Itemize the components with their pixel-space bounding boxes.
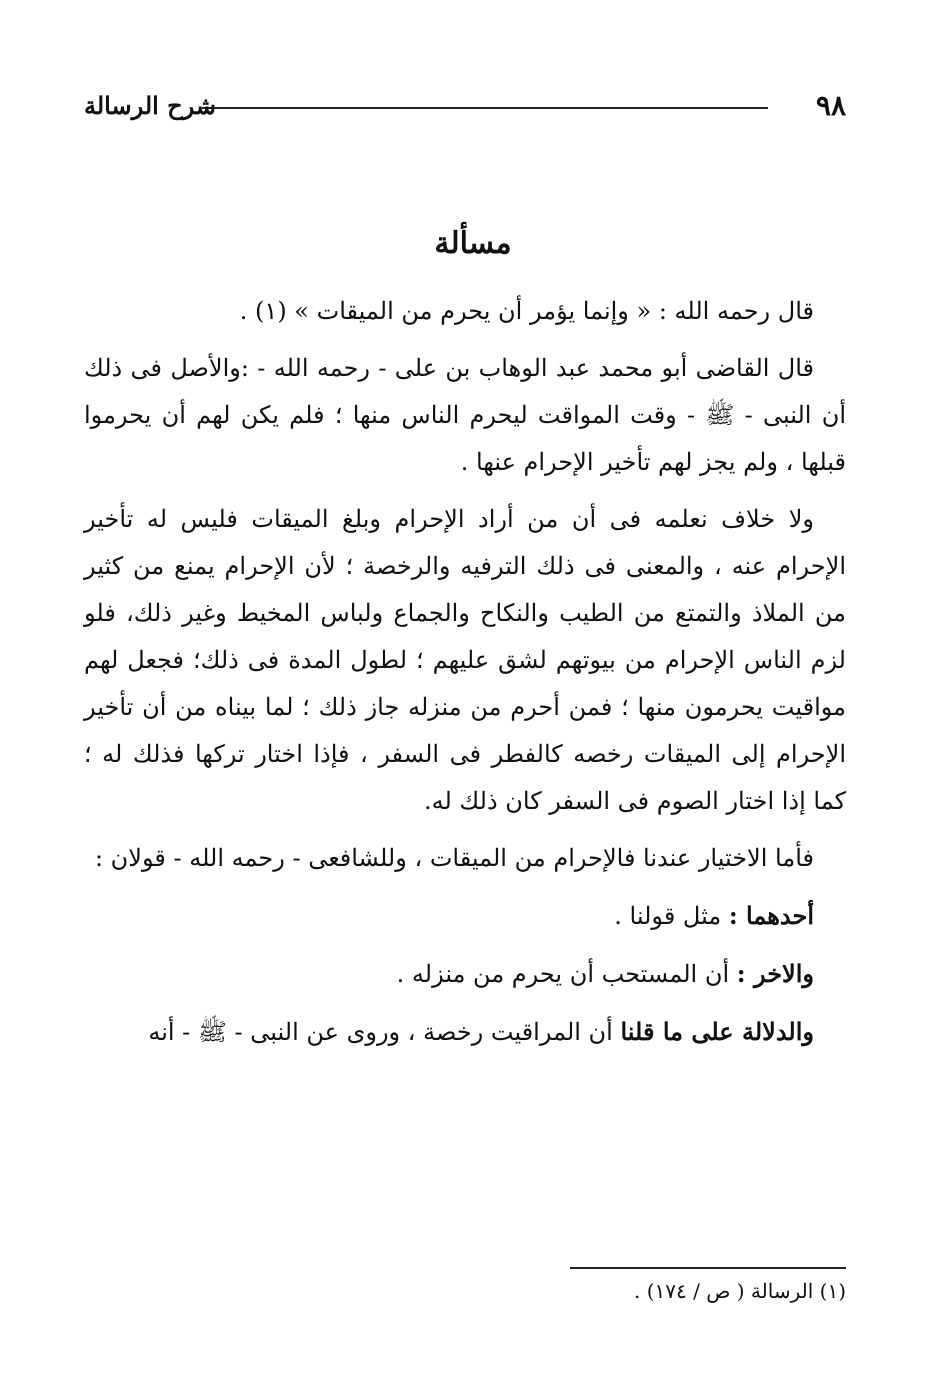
paragraph: قال القاضى أبو محمد عبد الوهاب بن على - رحمه الله - :والأصل فى ذلك أن النبى - ﷺ - وقت المواقت ليحرم الناس منها ؛ فلم يكن لهم أن يحرموا قبلها ، ولم يجز لهم تأخير الإحرام عنها . xyxy=(84,354,846,476)
opinion-label: والدلالة على ما قلنا xyxy=(620,1017,814,1046)
paragraph: فأما الاختيار عندنا فالإحرام من الميقات ، وللشافعى - رحمه الله - قولان : xyxy=(94,844,814,872)
opinion-label: والاخر : xyxy=(736,959,814,988)
paragraph: ولا خلاف نعلمه فى أن من أراد الإحرام وبلغ الميقات فليس له تأخير الإحرام عنه ، والمعنى فى ذلك الترفيه والرخصة ؛ لأن الإحرام يمنع من كثير من الملاذ والتمتع من الطيب والنكاح والجماع ولباس المخيط وغير ذلك، فلو لزم الناس الإحرام من بيوتهم لشق عليهم ؛ لطول المدة فى ذلك؛ فجعل لهم مواقيت يحرمون منها ؛ فمن أحرم من منزله جاز ذلك ؛ لما بيناه من أن تأخير الإحرام إلى الميقات رخصه كالفطر فى السفر ، فإذا اختار تركها فذلك له ؛ كما إذا اختار الصوم فى السفر كان ذلك له. xyxy=(84,505,846,815)
opinion-text: أن المراقيت رخصة ، وروى عن النبى - ﷺ - أنه xyxy=(148,1018,621,1046)
opinion-line xyxy=(84,950,846,998)
page-header xyxy=(84,86,846,126)
opinion-label: أحدهما : xyxy=(728,901,814,930)
page-number: ٩٨ xyxy=(815,89,846,122)
footnote: (١) الرسالة ( ص / ١٧٤) . xyxy=(634,1279,846,1303)
opinion-text: مثل قولنا . xyxy=(614,902,729,930)
paragraph: قال رحمه الله : « وإنما يؤمر أن يحرم من الميقات » (١) . xyxy=(239,297,814,325)
opinion-line xyxy=(84,892,846,940)
running-title: شرح الرسالة xyxy=(84,91,217,120)
body-text xyxy=(84,288,846,1066)
header-rule xyxy=(202,107,768,109)
opinion-line xyxy=(84,1008,846,1056)
footnote-rule xyxy=(570,1267,846,1269)
opinion-text: أن المستحب أن يحرم من منزله . xyxy=(396,960,737,988)
section-title: مسألة xyxy=(434,226,512,261)
